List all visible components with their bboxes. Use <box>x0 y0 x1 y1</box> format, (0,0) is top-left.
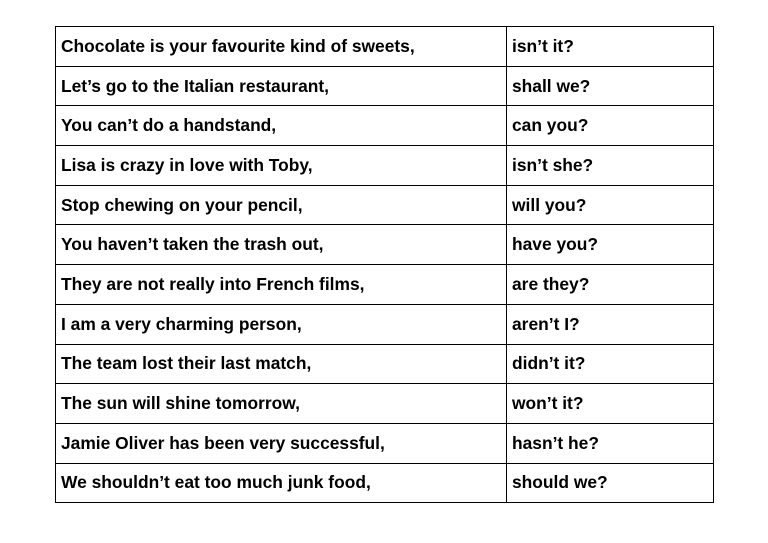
statement-cell: I am a very charming person, <box>56 304 507 344</box>
tag-cell: hasn’t he? <box>507 423 714 463</box>
tag-cell: isn’t it? <box>507 27 714 67</box>
statement-cell: The team lost their last match, <box>56 344 507 384</box>
table-row <box>56 106 714 146</box>
statement-cell: You haven’t taken the trash out, <box>56 225 507 265</box>
tag-cell: can you? <box>507 106 714 146</box>
tag-cell: isn’t she? <box>507 146 714 186</box>
table-row <box>56 225 714 265</box>
tag-cell: aren’t I? <box>507 304 714 344</box>
table-row <box>56 66 714 106</box>
table-row <box>56 146 714 186</box>
table-row <box>56 185 714 225</box>
tag-cell: won’t it? <box>507 384 714 424</box>
table-row <box>56 423 714 463</box>
statement-cell: Let’s go to the Italian restaurant, <box>56 66 507 106</box>
table-row <box>56 463 714 503</box>
tag-cell: are they? <box>507 265 714 305</box>
statement-cell: The sun will shine tomorrow, <box>56 384 507 424</box>
statement-cell: You can’t do a handstand, <box>56 106 507 146</box>
question-tags-table <box>55 26 714 503</box>
statement-cell: Chocolate is your favourite kind of sweets, <box>56 27 507 67</box>
table-row <box>56 27 714 67</box>
document-page <box>55 26 713 503</box>
statement-cell: Jamie Oliver has been very successful, <box>56 423 507 463</box>
table-row <box>56 304 714 344</box>
statement-cell: Stop chewing on your pencil, <box>56 185 507 225</box>
table-row <box>56 265 714 305</box>
table-row <box>56 344 714 384</box>
tag-cell: didn’t it? <box>507 344 714 384</box>
tag-cell: will you? <box>507 185 714 225</box>
statement-cell: Lisa is crazy in love with Toby, <box>56 146 507 186</box>
statement-cell: We shouldn’t eat too much junk food, <box>56 463 507 503</box>
tag-cell: shall we? <box>507 66 714 106</box>
tag-cell: should we? <box>507 463 714 503</box>
table-row <box>56 384 714 424</box>
tag-cell: have you? <box>507 225 714 265</box>
statement-cell: They are not really into French films, <box>56 265 507 305</box>
